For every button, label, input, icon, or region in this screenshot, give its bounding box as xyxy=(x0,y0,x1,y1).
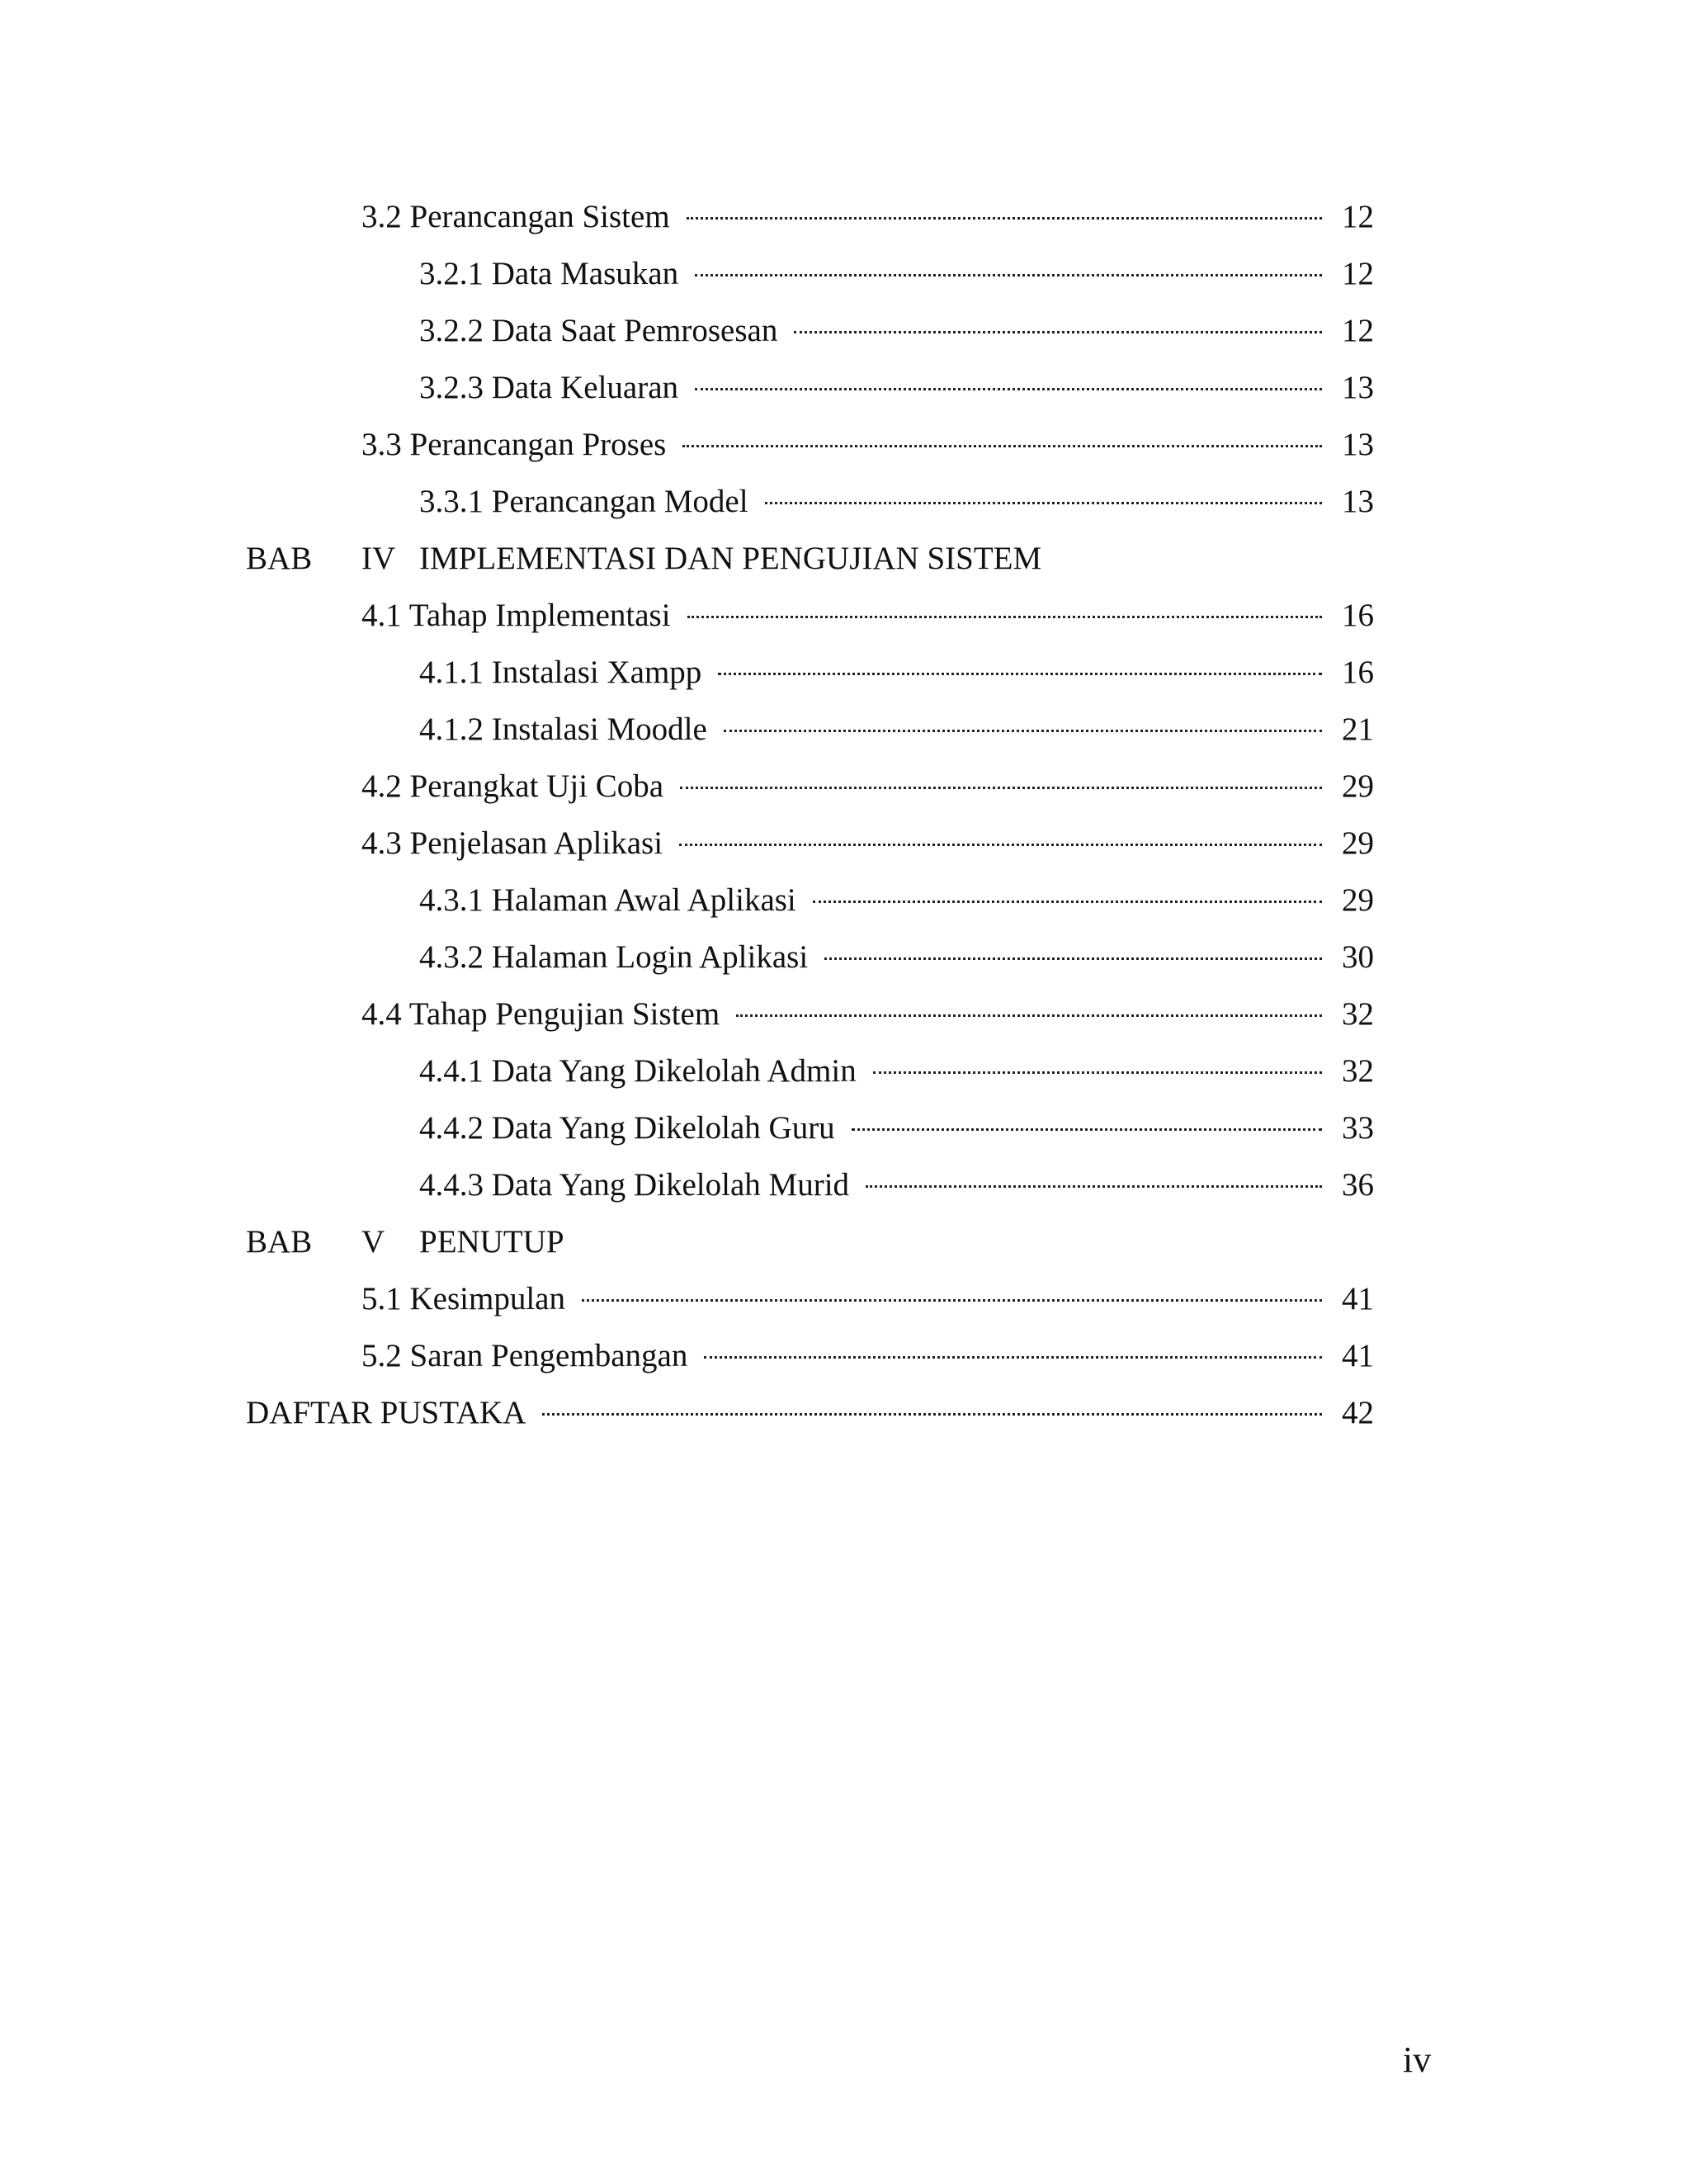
toc-entry-page: 13 xyxy=(1342,370,1374,405)
toc-entry-title: DAFTAR PUSTAKA xyxy=(246,1395,526,1430)
toc-entry xyxy=(0,872,1690,929)
toc-entry-page: 32 xyxy=(1342,1053,1374,1089)
toc-entry-page: 41 xyxy=(1342,1281,1374,1317)
chapter-heading xyxy=(0,530,1690,587)
toc-entry-page: 13 xyxy=(1342,427,1374,462)
toc-entry xyxy=(0,1099,1690,1156)
toc-entry-page: 33 xyxy=(1342,1110,1374,1146)
dot-leader xyxy=(794,331,1322,333)
dot-leader xyxy=(687,616,1322,618)
toc-entry-page: 21 xyxy=(1342,711,1374,747)
toc-entry xyxy=(0,1327,1690,1384)
dot-leader xyxy=(679,844,1322,846)
toc-entry-title: 4.3 Penjelasan Aplikasi xyxy=(361,825,663,861)
toc-entry-title: 4.1.1 Instalasi Xampp xyxy=(419,655,702,690)
toc-entry xyxy=(0,1384,1690,1441)
chapter-heading xyxy=(0,1213,1690,1270)
dot-leader xyxy=(852,1128,1322,1131)
toc-entry-page: 29 xyxy=(1342,768,1374,804)
toc-entry-page: 16 xyxy=(1342,655,1374,690)
chapter-label: BAB xyxy=(246,1224,313,1260)
toc-entry-page: 36 xyxy=(1342,1167,1374,1203)
toc-entry-title: 3.3.1 Perancangan Model xyxy=(419,484,748,519)
toc-entry-title: 3.2.1 Data Masukan xyxy=(419,256,679,291)
toc-entry-page: 42 xyxy=(1342,1395,1374,1430)
toc-entry-page: 29 xyxy=(1342,825,1374,861)
dot-leader xyxy=(866,1185,1322,1188)
toc-entry xyxy=(0,188,1690,245)
toc-entry-page: 12 xyxy=(1342,199,1374,234)
toc-entry-page: 30 xyxy=(1342,939,1374,975)
dot-leader xyxy=(695,274,1322,277)
toc-entry xyxy=(0,473,1690,530)
toc-entry xyxy=(0,1156,1690,1213)
dot-leader xyxy=(824,957,1322,960)
toc-entry-title: 4.4.3 Data Yang Dikelolah Murid xyxy=(419,1167,850,1203)
dot-leader xyxy=(582,1299,1322,1302)
chapter-title: PENUTUP xyxy=(419,1224,564,1260)
page-number: iv xyxy=(1403,2040,1432,2080)
toc-entry xyxy=(0,245,1690,302)
toc-entry-page: 41 xyxy=(1342,1338,1374,1373)
toc-entry-title: 4.3.2 Halaman Login Aplikasi xyxy=(419,939,809,975)
toc-entry-title: 4.3.1 Halaman Awal Aplikasi xyxy=(419,882,796,918)
dot-leader xyxy=(682,445,1322,447)
toc-entry xyxy=(0,1270,1690,1327)
toc-entry-page: 16 xyxy=(1342,598,1374,633)
toc-entry-title: 5.1 Kesimpulan xyxy=(361,1281,565,1317)
toc-entry-title: 4.4.1 Data Yang Dikelolah Admin xyxy=(419,1053,857,1089)
toc-entry xyxy=(0,359,1690,416)
toc-entry-title: 3.2.3 Data Keluaran xyxy=(419,370,679,405)
toc-entry-title: 4.4 Tahap Pengujian Sistem xyxy=(361,996,720,1032)
toc-entry-title: 4.1.2 Instalasi Moodle xyxy=(419,711,707,747)
toc-entry-title: 3.3 Perancangan Proses xyxy=(361,427,667,462)
toc-entry-page: 12 xyxy=(1342,313,1374,348)
toc-entry-title: 5.2 Saran Pengembangan xyxy=(361,1338,688,1373)
toc-entry-page: 13 xyxy=(1342,484,1374,519)
toc-entry-page: 29 xyxy=(1342,882,1374,918)
dot-leader xyxy=(542,1413,1322,1416)
toc-entry xyxy=(0,1042,1690,1099)
toc-entry-title: 4.1 Tahap Implementasi xyxy=(361,598,671,633)
dot-leader xyxy=(765,502,1322,504)
toc-entry xyxy=(0,986,1690,1042)
dot-leader xyxy=(680,787,1322,789)
chapter-number: V xyxy=(361,1224,385,1260)
toc-entry xyxy=(0,587,1690,644)
toc-entry-page: 12 xyxy=(1342,256,1374,291)
dot-leader xyxy=(813,901,1322,903)
toc-entry xyxy=(0,416,1690,473)
chapter-title: IMPLEMENTASI DAN PENGUJIAN SISTEM xyxy=(419,541,1042,576)
dot-leader xyxy=(736,1014,1322,1017)
toc-entry-title: 3.2.2 Data Saat Pemrosesan xyxy=(419,313,778,348)
toc-entry xyxy=(0,758,1690,815)
toc-entry-page: 32 xyxy=(1342,996,1374,1032)
dot-leader xyxy=(695,388,1322,390)
dot-leader xyxy=(704,1356,1322,1359)
toc-entry xyxy=(0,929,1690,986)
dot-leader xyxy=(687,217,1322,220)
toc-entry xyxy=(0,302,1690,359)
toc-entry-title: 4.2 Perangkat Uji Coba xyxy=(361,768,664,804)
toc-entry-title: 3.2 Perancangan Sistem xyxy=(361,199,670,234)
dot-leader xyxy=(724,730,1322,732)
toc-entry xyxy=(0,701,1690,758)
toc-entry xyxy=(0,644,1690,701)
chapter-label: BAB xyxy=(246,541,313,576)
chapter-number: IV xyxy=(361,541,396,576)
dot-leader xyxy=(873,1071,1322,1074)
dot-leader xyxy=(718,673,1322,675)
toc-entry xyxy=(0,815,1690,872)
toc-entry-title: 4.4.2 Data Yang Dikelolah Guru xyxy=(419,1110,835,1146)
